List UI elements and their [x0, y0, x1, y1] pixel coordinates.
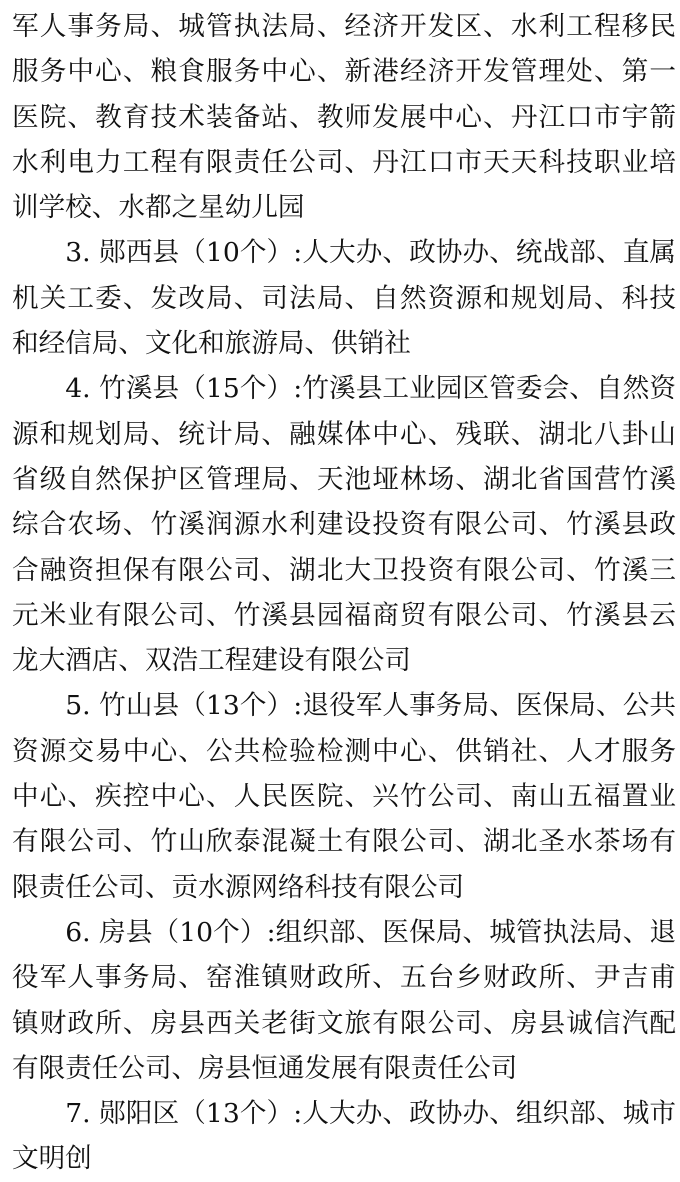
- paragraph-zhushan: [12, 683, 676, 909]
- paragraph-number: 5.: [65, 690, 91, 722]
- paragraph-items: 军人事务局、城管执法局、经济开发区、水利工程移民服务中心、粮食服务中心、新港经济开发管理处、第一医院、教育技术装备站、教师发展中心、丹江口市宇箭水利电力工程有限责任公司、丹江口市天天科技职业培训学校、水都之星幼儿园: [12, 11, 676, 224]
- unit-count: （10个）:: [152, 916, 276, 948]
- paragraph-items: 退役军人事务局、医保局、公共资源交易中心、公共检验检测中心、供销社、人才服务中心、疾控中心、人民医院、兴竹公司、南山五福置业有限公司、竹山欣泰混凝土有限公司、湖北圣水茶场有限责任公司、贡水源网络科技有限公司: [12, 690, 676, 903]
- paragraph-number: 7.: [65, 1098, 91, 1130]
- county-name: 竹山县: [99, 690, 180, 722]
- paragraph-items: 组织部、医保局、城管执法局、退役军人事务局、窑淮镇财政所、五台乡财政所、尹吉甫镇财政所、房县西关老街文旅有限公司、房县诚信汽配有限责任公司、房县恒通发展有限责任公司: [12, 916, 676, 1084]
- paragraph-items: 竹溪县工业园区管委会、自然资源和规划局、统计局、融媒体中心、残联、湖北八卦山省级自然保护区管理局、天池垭林场、湖北省国营竹溪综合农场、竹溪润源水利建设投资有限公司、竹溪县政合融资担保有限公司、湖北大卫投资有限公司、竹溪三元米业有限公司、竹溪县园福商贸有限公司、竹溪县云龙大酒店、双浩工程建设有限公司: [12, 373, 676, 677]
- unit-count: （10个）:: [179, 237, 303, 269]
- paragraph-number: 6.: [65, 916, 91, 948]
- paragraph-fangxian: [12, 910, 676, 1091]
- county-name: 竹溪县: [99, 373, 180, 405]
- paragraph-items: 人大办、政协办、统战部、直属机关工委、发改局、司法局、自然资源和规划局、科技和经信局、文化和旅游局、供销社: [12, 237, 676, 360]
- continuation-paragraph: [12, 4, 676, 230]
- unit-count: （13个）:: [179, 1098, 303, 1130]
- paragraph-number: 4.: [65, 373, 91, 405]
- paragraph-items: 人大办、政协办、组织部、城市文明创: [12, 1098, 676, 1175]
- county-name: 郧阳区: [99, 1098, 180, 1130]
- unit-count: （13个）:: [179, 690, 303, 722]
- county-name: 郧西县: [99, 237, 180, 269]
- unit-count: （15个）:: [179, 373, 303, 405]
- paragraph-yunxi: [12, 230, 676, 366]
- paragraph-yunyang: [12, 1091, 676, 1182]
- document-body: [12, 4, 676, 1182]
- paragraph-number: 3.: [65, 237, 91, 269]
- county-name: 房县: [99, 916, 153, 948]
- paragraph-zhuxi: [12, 366, 676, 683]
